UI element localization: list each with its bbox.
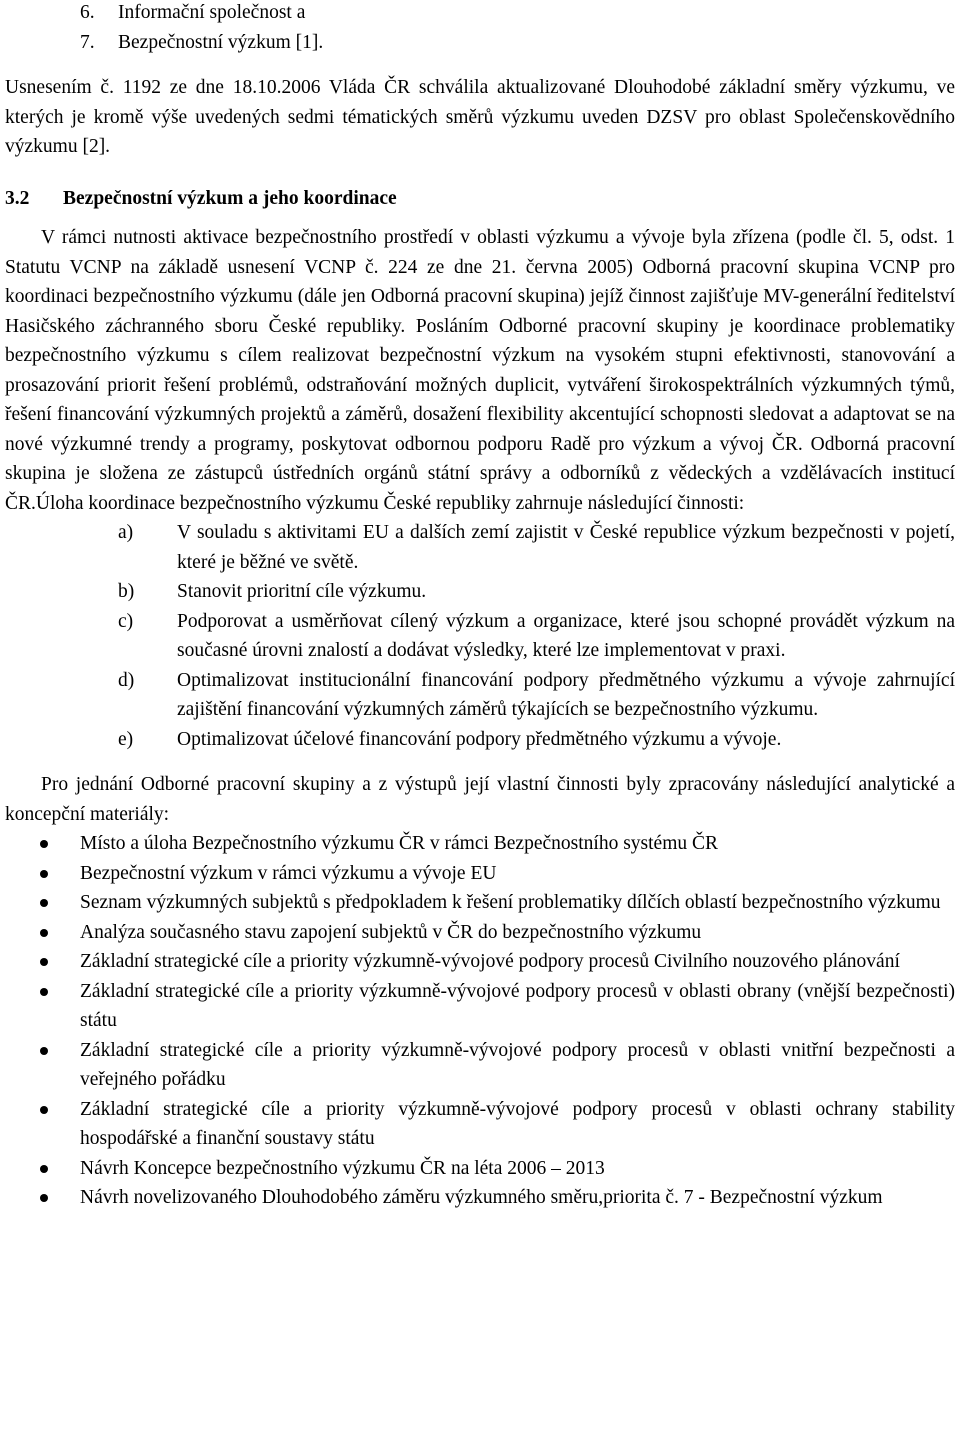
bullet-icon [40,840,48,848]
material-item [5,947,955,977]
document-page [5,0,955,1213]
material-text: Návrh Koncepce bezpečnostního výzkumu ČR na léta 2006 – 2013 [80,1157,605,1179]
task-letter: d) [118,669,135,691]
material-text: Návrh novelizovaného Dlouhodobého záměru výzkumného směru,priorita č. 7 - Bezpečnostní výzkum [80,1187,883,1208]
bullet-icon [40,870,48,878]
task-text: V souladu s aktivitami EU a dalších zemí zajistit v České republice výzkum bezpečnosti v pojetí, které je běžné ve světě. [177,522,955,573]
task-list [5,518,955,754]
task-letter: a) [118,522,134,543]
material-text: Seznam výzkumných subjektů s předpokladem k řešení problematiky dílčích oblastí bezpečnostního výzkumu [80,892,941,913]
task-letter: c) [118,610,134,632]
list-item [5,28,955,58]
material-item [5,888,955,918]
materials-list [5,829,955,1213]
task-letter: e) [118,728,134,750]
paragraph-main: V rámci nutnosti aktivace bezpečnostního prostředí v oblasti výzkumu a vývoje byla zřízena (podle čl. 5, odst. 1 Statutu VCNP na základě usnesení VCNP č. 224 ze dne 21. června 2005) Odborná pracovní skupina VCNP pro koordinaci bezpečnostního výzkumu (dále jen Odborná pracovní skupina) jejíž činnost zajišťuje MV-generální ředitelství Hasičského záchranného sboru České republiky. Posláním Odborné pracovní skupiny je koordinace problematiky bezpečnostního výzkumu s cílem realizovat bezpečnostní výzkum na vysokém stupni efektivnosti, stanovování a prosazování priorit řešení problémů, odstraňování možných duplicit, vytváření širokospektrálních výzkumných týmů, řešení financování výzkumných projektů a záměrů, dosažení flexibility akcentující schopnosti sledovat a adaptovat se na nové výzkumné trendy a programy, poskytovat odbornou podporu Radě pro výzkum a vývoj ČR. Odborná pracovní skupina je složena ze zástupců ústředních orgánů státní správy a odborníků z vědeckých a vzdělávacích institucí ČR.Úloha koordinace bezpečnostního výzkumu České republiky zahrnuje následující činnosti: [5,227,955,514]
material-item [5,977,955,1036]
material-text: Základní strategické cíle a priority výzkumně-vývojové podpory procesů v oblasti vnitřní bezpečnosti a veřejného pořádku [80,1039,955,1090]
list-item [5,0,955,28]
material-item [5,1036,955,1095]
material-text: Základní strategické cíle a priority výzkumně-vývojové podpory procesů v oblasti obrany (vnější bezpečnosti) státu [80,980,955,1031]
task-item [5,725,955,755]
task-item [5,607,955,666]
list-item-number: 7. [80,31,95,53]
bullet-icon [40,1194,48,1202]
list-item-text: Bezpečnostní výzkum [1]. [118,31,324,53]
bullet-icon [40,929,48,937]
material-text: Základní strategické cíle a priority výzkumně-vývojové podpory procesů Civilního nouzového plánování [80,951,900,972]
material-item [5,859,955,889]
section-title: Bezpečnostní výzkum a jeho koordinace [63,187,397,209]
task-letter: b) [118,581,135,602]
material-item [5,1154,955,1184]
bullet-icon [40,988,48,996]
material-item [5,1095,955,1154]
bullet-icon [40,1106,48,1114]
top-numbered-list [5,0,955,57]
material-text: Analýza současného stavu zapojení subjektů v ČR do bezpečnostního výzkumu [80,921,702,943]
task-item [5,518,955,577]
material-item [5,918,955,948]
section-heading [5,184,955,214]
bullet-icon [40,958,48,966]
material-item [5,1183,955,1213]
list-item-number: 6. [80,2,95,23]
task-text: Optimalizovat institucionální financování podpory předmětného výzkumu a vývoje zahrnující zajištění financování výzkumných záměrů týkajících se bezpečnostního výzkumu. [177,669,955,720]
task-text: Podporovat a usměrňovat cílený výzkum a organizace, které jsou schopné provádět výzkum na současné úrovni znalostí a dodávat výsledky, které lze implementovat v praxi. [177,610,955,661]
bullet-icon [40,1047,48,1055]
material-text: Základní strategické cíle a priority výzkumně-vývojové podpory procesů v oblasti ochrany stability hospodářské a finanční soustavy státu [80,1098,955,1149]
paragraph-materials: Pro jednání Odborné pracovní skupiny a z výstupů její vlastní činnosti byly zpracovány následující analytické a koncepční materiály: [5,774,955,825]
bullet-icon [40,1165,48,1173]
list-item-text: Informační společnost a [118,2,306,23]
section-number: 3.2 [5,187,30,209]
paragraph-resolution: Usnesením č. 1192 ze dne 18.10.2006 Vláda ČR schválila aktualizované Dlouhodobé základní směry výzkumu, ve kterých je kromě výše uvedených sedmi tématických směrů výzkumu uveden DZSV pro oblast Společenskovědního výzkumu [2]. [5,77,955,157]
task-text: Stanovit prioritní cíle výzkumu. [177,581,427,602]
material-item [5,829,955,859]
material-text: Místo a úloha Bezpečnostního výzkumu ČR v rámci Bezpečnostního systému ČR [80,833,718,854]
task-text: Optimalizovat účelové financování podpory předmětného výzkumu a vývoje. [177,728,782,750]
task-item [5,666,955,725]
material-text: Bezpečnostní výzkum v rámci výzkumu a vývoje EU [80,862,497,884]
task-item [5,577,955,607]
bullet-icon [40,899,48,907]
